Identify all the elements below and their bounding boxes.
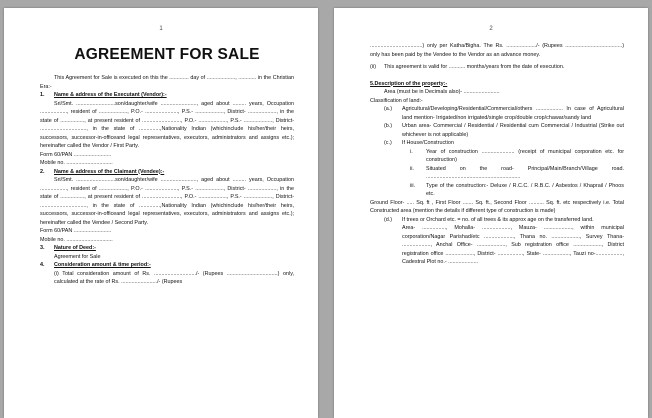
classification-label: Classification of land:- — [370, 97, 423, 104]
page-number: 1 — [159, 26, 163, 32]
property-area: Area (must be in Decimals also)- ........................ — [384, 89, 500, 95]
vendor-pan: Form 60/PAN ......................... — [40, 151, 112, 158]
page-1-content — [40, 38, 294, 287]
land-type-b: (b.) Urban area- Commercial / Residential / Residential cum Commercial / Industrial (Strike out whichever is not applicable) — [384, 123, 624, 138]
section-4-heading: 4. Consideration amount & time period:- — [40, 262, 151, 268]
section-3-heading: 3. Nature of Deed:- — [40, 245, 96, 251]
deed-nature: Agreement for Sale — [54, 253, 101, 260]
page-number: 2 — [489, 26, 493, 32]
floor-area: Ground Floor- ..... Sq. ft , First Floor ....... Sq. ft., Second Floor .......... Sq. ft. etc respectively i.e. Total Constructed area (mention the details if different type of construction is made) — [370, 199, 624, 214]
location-details: Area- ................, Mohalla- ..................., Mauza- ..................., within municipal corporation/Nagar Parishad/etc ...................., Thana no. ..................., Survey Thana- ..................., Anchal Office- ..................., Sub registration office ..................., District registration office ..................., District- ................., State- .................., Tauzi no-.................., Cadestral Plot no.- .................... — [402, 225, 624, 265]
trees-clause: (d.) If trees or Orchard etc. = no. of all trees & its approx age on the transferred land. — [384, 216, 594, 223]
construction-year: i. Year of construction ...................... (receipt of municipal corporation etc. for construction) — [410, 148, 624, 163]
section-5-heading: 5.Description of the property:- — [370, 80, 448, 87]
construction-type: iii. Type of the construction:- Deluxe / R.C.C. / R.B.C. / Asbestos / Khaprail / Phoos etc. — [410, 182, 624, 197]
section-1-heading: 1. Name & address of the Executant (Vendor):- — [40, 92, 167, 98]
page-2 — [334, 8, 648, 418]
intro-paragraph: This Agreement for Sale is executed on this the ............. day of ..................., ............ in the Christian Era:- — [40, 75, 294, 90]
construction-road: ii. Situated on the road- Principal/Main/Branch/Village road. ............................................................... — [410, 165, 624, 180]
validity-clause: (ii) This agreement is valid for ........... months/years from the date of execution. — [370, 64, 565, 70]
document-title: AGREEMENT FOR SALE — [74, 46, 260, 63]
section-2-heading: 2. Name & address of the Claimant (Vendee):- — [40, 168, 165, 175]
vendor-details: Sri/Smt. ..........................son/daughter/wife ........................, aged about ......... years, Occupation .................., resident of ..................., P.O.- ......................, P.S.- ..................., District- ..................., in the state of ................, at present resident of .........................., P.O.- ..................., P.S.- ..................., District- ..............................., in the state of ..............,Nationality Indian (whichinclude his/her/their heirs, successors, successor-in-officeand legal representatives, executors, administrators and assigns etc.); hereinafter called the Vendor / First Party. — [40, 100, 294, 149]
land-type-a: (a.) Agricultural/Developing/Residential/Commercial/others .................. In case of Agricultural land mention- Irrigated/non irrigated/single crop/double crop/chawar/sandy land — [384, 106, 624, 121]
consideration-amount: (i) Total consideration amount of Rs. ............................/- (Rupees ..................................) only, calculated at the rate of Rs. ......................../- (Rupees — [54, 270, 294, 285]
page-1 — [4, 8, 318, 418]
land-type-c: (c.) If House/Construction — [384, 140, 454, 146]
page-2-content — [370, 42, 624, 267]
consideration-continued: ...................................) only per Katha/Bigha. The Rs. ..................../- (Rupees ......................................) only has been paid by the Vendee to the Vendor as an advance money. — [370, 43, 624, 58]
vendee-mobile: Mobile no. ............................... — [40, 236, 113, 243]
vendor-mobile: Mobile no. ............................... — [40, 160, 113, 166]
vendee-pan: Form 60/PAN ......................... — [40, 228, 112, 234]
vendee-details: Sri/Smt. ..........................son/daughter/wife ........................, aged about ......... years, Occupation .................., resident of ..................., P.O.- ......................, P.S.- ..................., District- ..................., in the state of ................, at present resident of .........................., P.O.- ..................., P.S.- ..................., District- ..............................., in the state of ..............,Nationality Indian (whichinclude his/her/their heirs, successors, successor-in-officeand legal representatives, executors, administrators and assigns etc.); hereinafter called the Vendee / Second Party. — [40, 177, 294, 226]
